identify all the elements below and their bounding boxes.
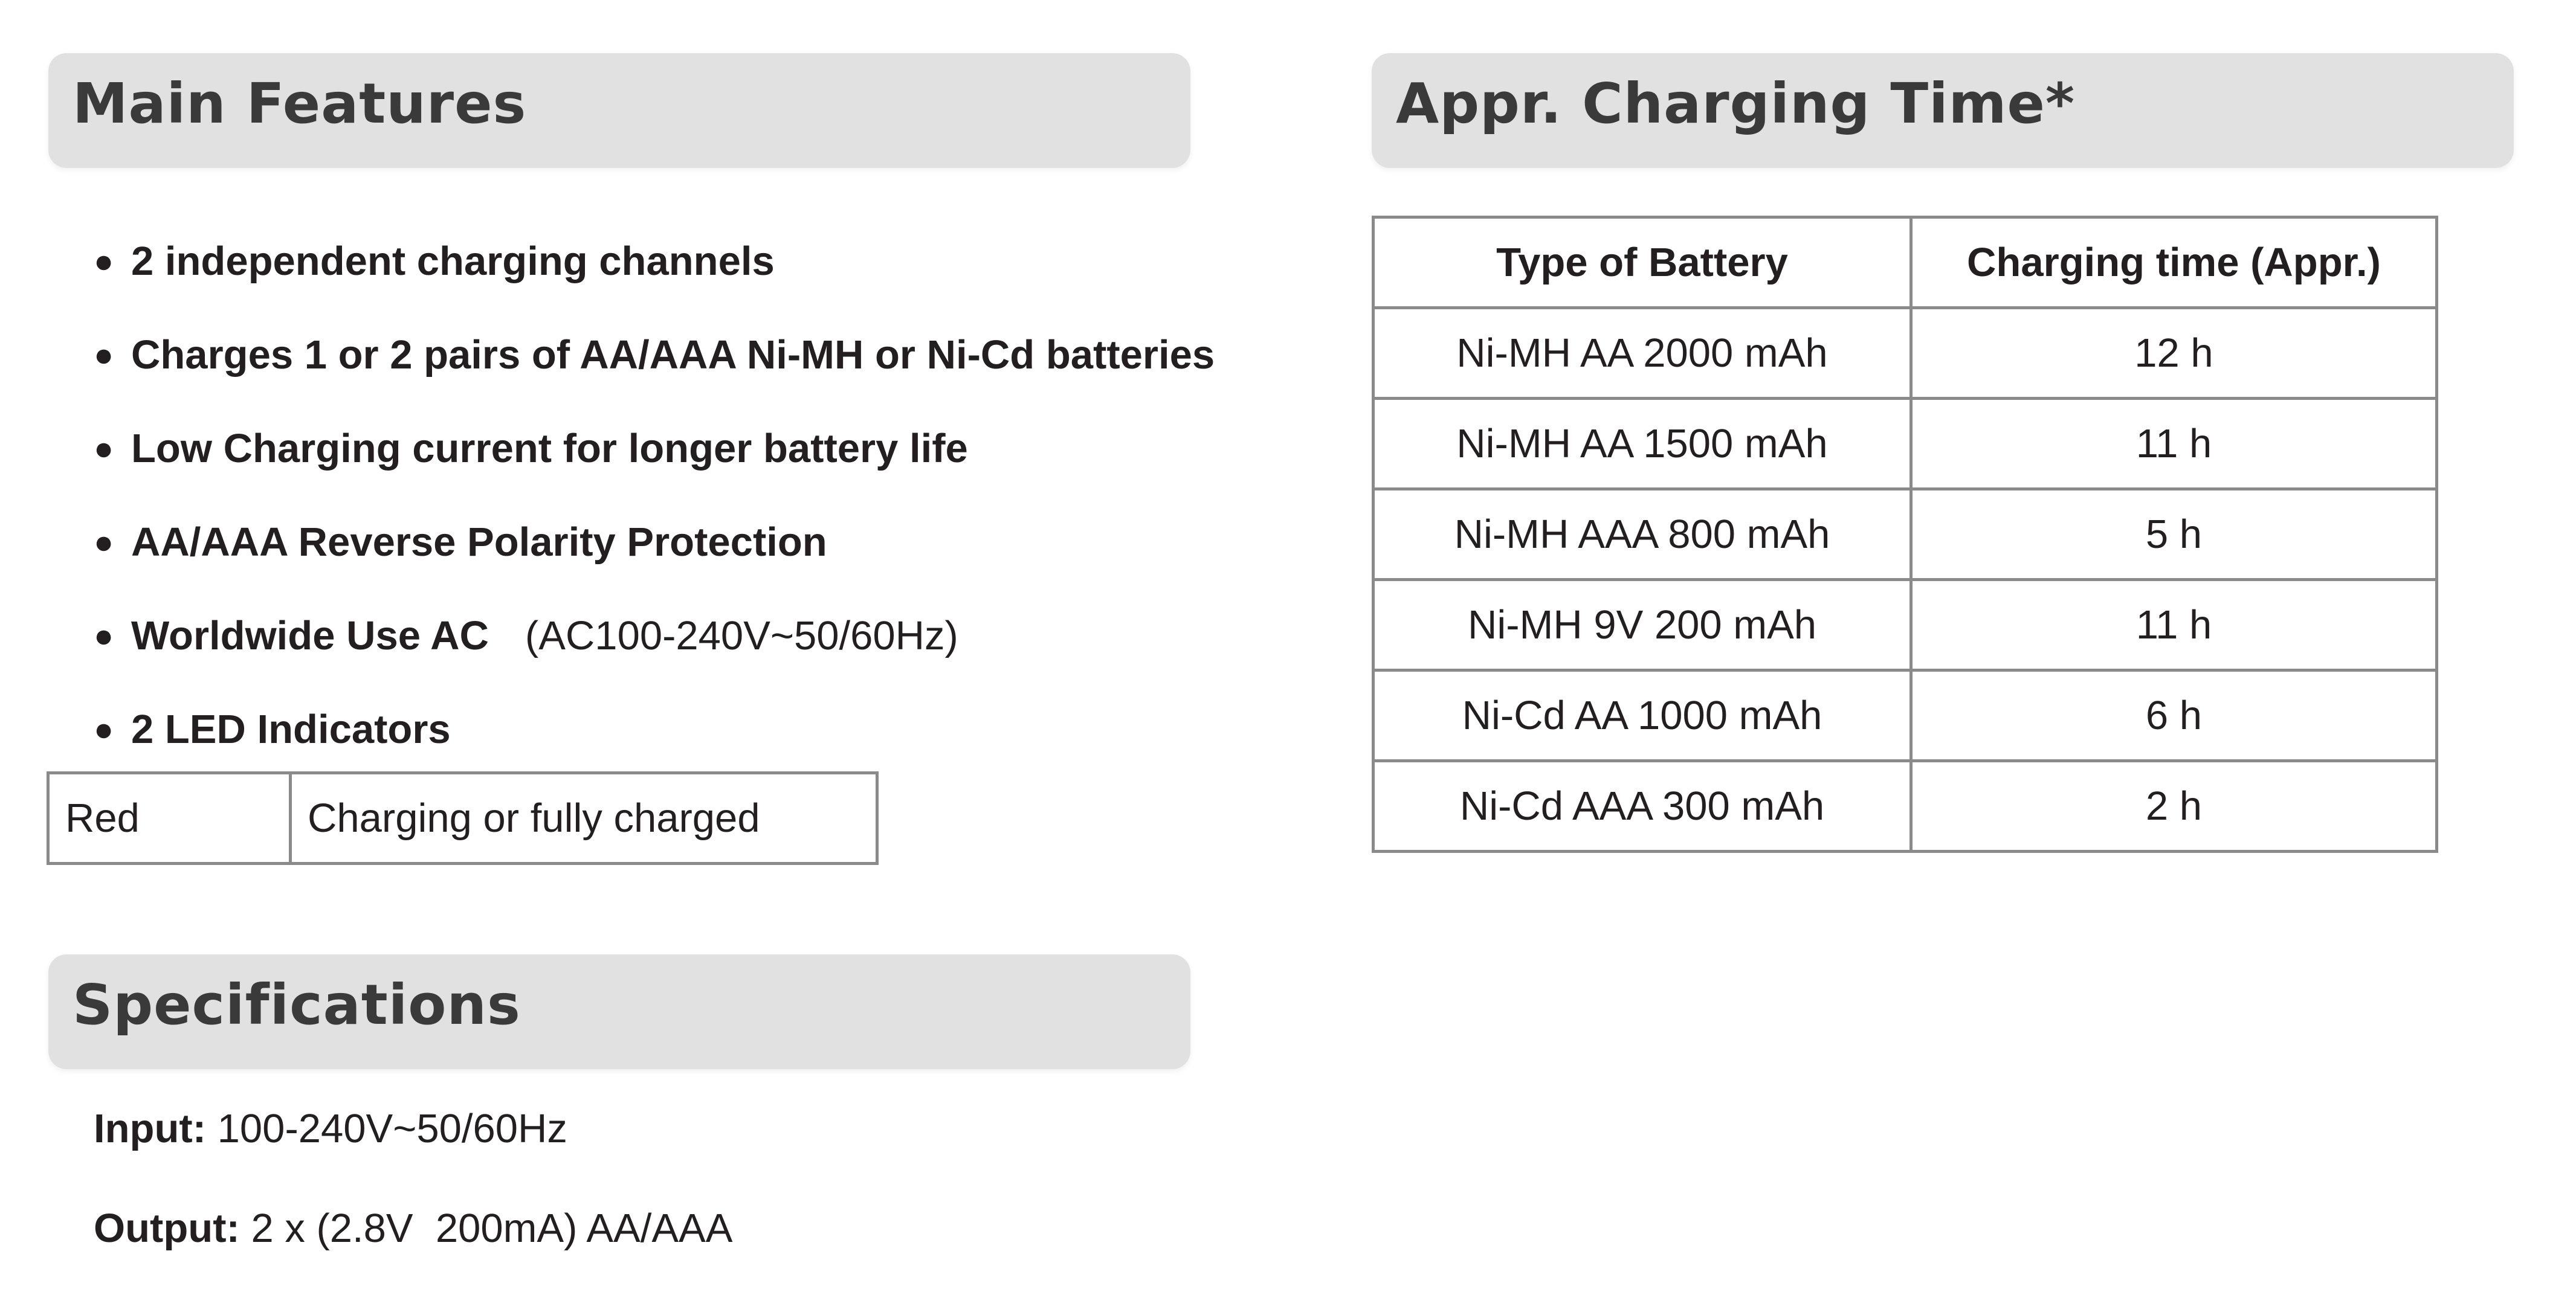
feature-item: [94, 233, 1251, 326]
led-color-cell: Red: [48, 773, 291, 864]
led-meaning-cell: Charging or fully charged: [291, 773, 877, 864]
table-row: [1374, 399, 2437, 489]
feature-text: 2 LED Indicators: [131, 707, 451, 752]
spec-input: [94, 1105, 567, 1152]
feature-item: [94, 420, 1251, 513]
feature-item: [94, 326, 1251, 420]
battery-type-cell: Ni-MH AA 1500 mAh: [1374, 399, 1911, 489]
specifications-title: Specifications: [73, 973, 521, 1037]
charging-time-cell: 11 h: [1911, 580, 2437, 670]
feature-text: Worldwide Use AC: [131, 613, 489, 658]
charging-time-cell: 11 h: [1911, 399, 2437, 489]
main-features-header: [48, 53, 1190, 168]
charging-time-cell: 5 h: [1911, 489, 2437, 580]
table-row: [1374, 489, 2437, 580]
led-indicator-table: [47, 771, 879, 865]
table-header-row: [1374, 217, 2437, 308]
battery-type-cell: Ni-MH AAA 800 mAh: [1374, 489, 1911, 580]
charging-time-header: [1372, 53, 2514, 168]
bullet-icon: ●: [94, 617, 114, 654]
battery-type-cell: Ni-MH 9V 200 mAh: [1374, 580, 1911, 670]
bullet-icon: ●: [94, 523, 114, 561]
feature-text: 2 independent charging channels: [131, 239, 775, 284]
battery-type-cell: Ni-Cd AAA 300 mAh: [1374, 761, 1911, 852]
main-features-title: Main Features: [73, 71, 527, 136]
bullet-icon: ●: [94, 429, 114, 467]
spec-output-value: 2 x (2.8V 200mA) AA/AAA: [251, 1206, 733, 1251]
battery-type-cell: Ni-MH AA 2000 mAh: [1374, 308, 1911, 399]
table-row: [1374, 308, 2437, 399]
charging-time-cell: 6 h: [1911, 670, 2437, 761]
spec-input-label: Input:: [94, 1106, 207, 1151]
feature-text: Low Charging current for longer battery life: [131, 426, 968, 471]
column-header-battery-type: Type of Battery: [1374, 217, 1911, 308]
spec-output-label: Output:: [94, 1206, 240, 1251]
specifications-header: [48, 954, 1190, 1069]
bullet-icon: ●: [94, 710, 114, 748]
feature-text: Charges 1 or 2 pairs of AA/AAA Ni-MH or Ni-Cd batteries: [131, 332, 1215, 378]
battery-type-cell: Ni-Cd AA 1000 mAh: [1374, 670, 1911, 761]
bullet-icon: ●: [94, 242, 114, 280]
table-row: [48, 773, 877, 864]
column-header-charging-time: Charging time (Appr.): [1911, 217, 2437, 308]
table-row: [1374, 580, 2437, 670]
feature-note: (AC100-240V~50/60Hz): [525, 613, 958, 658]
table-row: [1374, 670, 2437, 761]
charging-time-cell: 12 h: [1911, 308, 2437, 399]
feature-item: [94, 513, 1251, 607]
charging-time-title: Appr. Charging Time*: [1396, 71, 2076, 136]
features-list: [94, 233, 1251, 794]
bullet-icon: ●: [94, 336, 114, 373]
charging-time-table: [1372, 216, 2438, 853]
feature-item: [94, 607, 1251, 701]
feature-text: AA/AAA Reverse Polarity Protection: [131, 519, 827, 565]
table-row: [1374, 761, 2437, 852]
charging-time-cell: 2 h: [1911, 761, 2437, 852]
spec-input-value: 100-240V~50/60Hz: [217, 1106, 567, 1151]
spec-output: [94, 1205, 732, 1252]
